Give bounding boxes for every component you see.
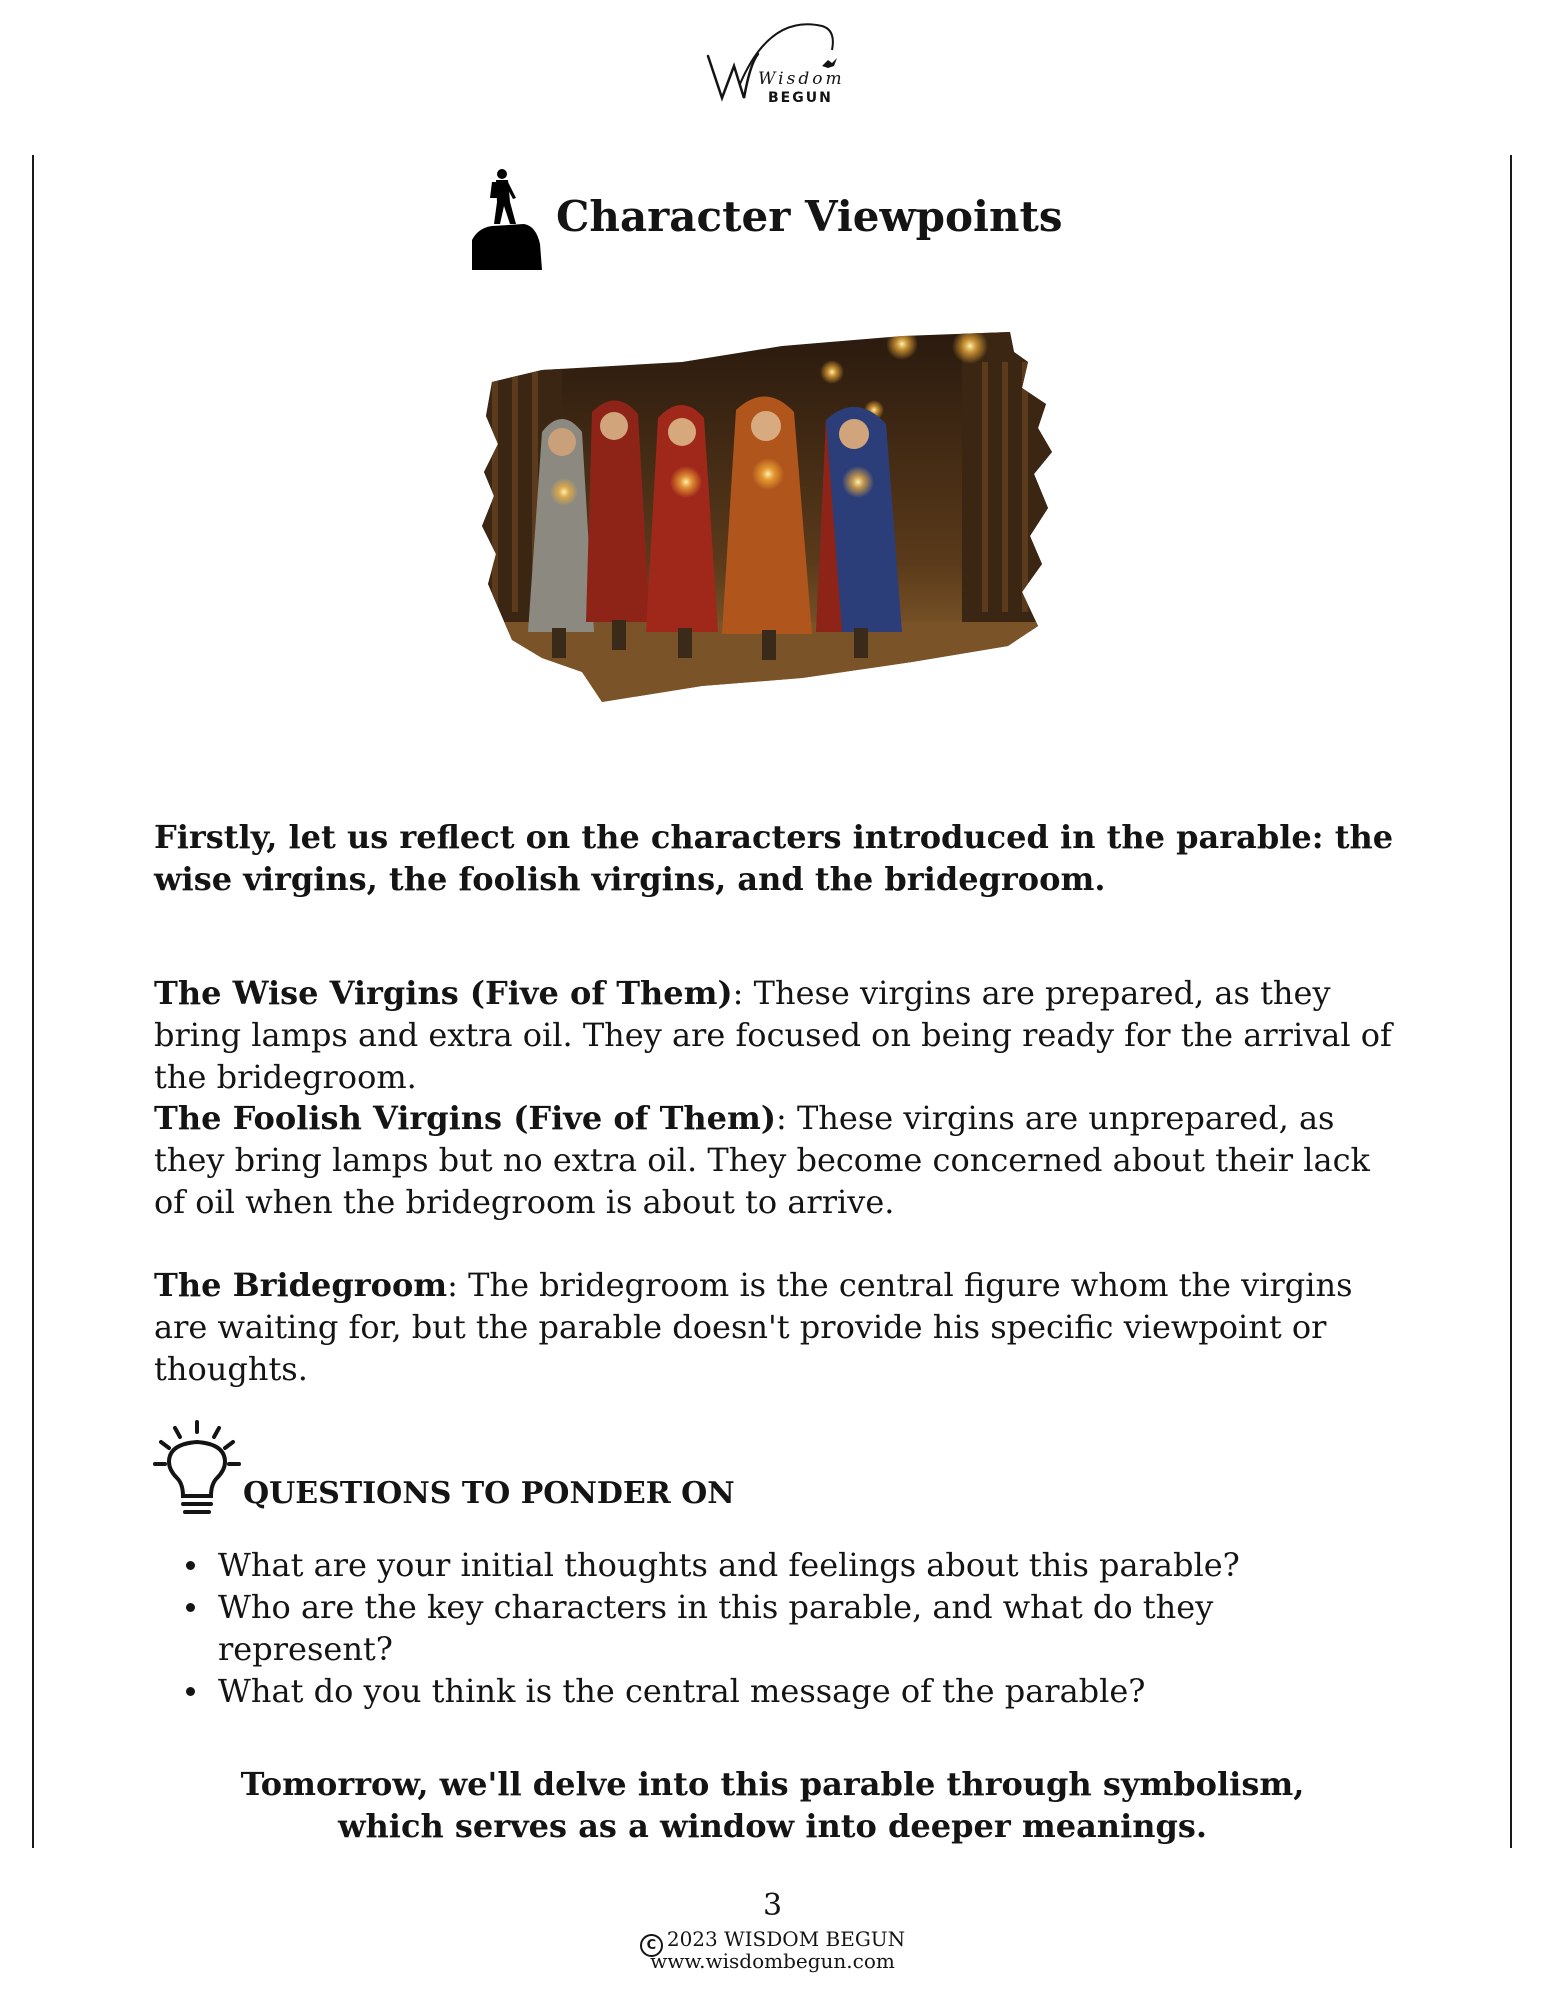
character-name: The Wise Virgins (Five of Them) bbox=[154, 974, 733, 1012]
character-name: The Bridegroom bbox=[154, 1266, 448, 1304]
list-item bbox=[180, 1670, 1380, 1712]
list-item bbox=[180, 1544, 1380, 1586]
intro-paragraph: Firstly, let us reflect on the characters introduced in the parable: the wise virgins, the foolish virgins, and the bridegroom. bbox=[154, 818, 1394, 898]
left-border-rule bbox=[32, 155, 34, 1848]
question-text: What are your initial thoughts and feelings about this parable? bbox=[218, 1546, 1240, 1584]
question-text: What do you think is the central message of the parable? bbox=[218, 1672, 1146, 1710]
page-title: Character Viewpoints bbox=[556, 192, 1063, 241]
logo-script-text: Wisdom bbox=[758, 69, 845, 89]
character-wise-virgins bbox=[154, 972, 1399, 1098]
character-description: : The bridegroom is the central figure whom the virgins are waiting for, but the parable doesn't provide his specific viewpoint or thoughts. bbox=[154, 1266, 1353, 1388]
closing-statement bbox=[160, 1763, 1385, 1847]
copyright-icon: C bbox=[640, 1934, 663, 1957]
bullet-icon bbox=[186, 1561, 195, 1570]
questions-list bbox=[180, 1544, 1380, 1712]
question-text: Who are the key characters in this parable, and what do they represent? bbox=[218, 1588, 1214, 1668]
character-bridegroom bbox=[154, 1264, 1399, 1390]
closing-line-2: which serves as a window into deeper meanings. bbox=[337, 1807, 1208, 1845]
website-link[interactable]: www.wisdombegun.com bbox=[650, 1949, 895, 1973]
lantern-procession-illustration bbox=[482, 332, 1052, 752]
page-number: 3 bbox=[762, 1888, 783, 1923]
questions-heading: QUESTIONS TO PONDER ON bbox=[243, 1476, 735, 1511]
bullet-icon bbox=[186, 1687, 195, 1696]
copyright-text: 2023 WISDOM BEGUN bbox=[666, 1927, 906, 1951]
character-foolish-virgins bbox=[154, 1097, 1399, 1223]
hiker-on-rock-icon bbox=[470, 168, 545, 270]
character-description: : These virgins are unprepared, as they bring lamps but no extra oil. They become concerned about their lack of oil when the bridegroom is about to arrive. bbox=[154, 1099, 1370, 1221]
right-border-rule bbox=[1510, 155, 1512, 1848]
closing-line-1: Tomorrow, we'll delve into this parable through symbolism, bbox=[240, 1765, 1305, 1803]
list-item bbox=[180, 1586, 1380, 1670]
character-name: The Foolish Virgins (Five of Them) bbox=[154, 1099, 776, 1137]
wisdom-begun-logo bbox=[700, 14, 845, 106]
logo-block-text: BEGUN bbox=[768, 90, 833, 106]
section-title-block bbox=[470, 168, 1063, 273]
bullet-icon bbox=[186, 1603, 195, 1612]
character-description: : These virgins are prepared, as they bring lamps and extra oil. They are focused on being ready for the arrival of the bridegroom. bbox=[154, 974, 1392, 1096]
lightbulb-icon bbox=[153, 1420, 241, 1520]
